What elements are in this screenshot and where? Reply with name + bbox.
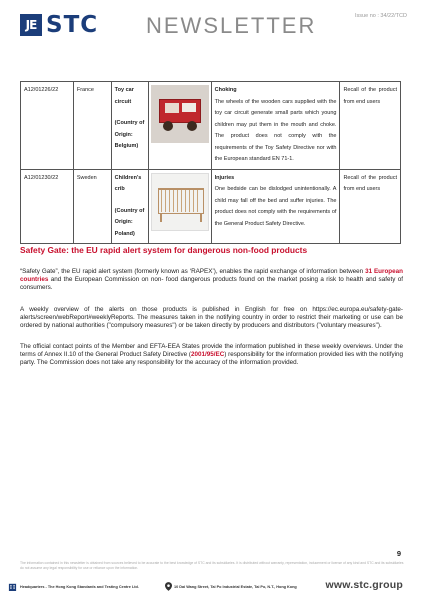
disclaimer: The information contained in this newsletter is obtained from sources believed to be accurate to the best knowledge of STC and its subsidiaries. It is distributed without warranty, representation, inducement or license of any kind and STC and its subsidiaries do not assume any legal responsibility for use or reliance upon the information. — [20, 561, 404, 570]
origin-value: Poland) — [114, 230, 135, 237]
website-link[interactable]: www.stc.group — [325, 579, 403, 591]
origin-label: (Country of Origin: — [114, 120, 145, 138]
newsletter-title: NEWSLETTER — [146, 13, 317, 38]
highlight-directive: 2001/95/EC — [191, 351, 225, 359]
table-cell-measure: Recall of the product from end users — [340, 82, 401, 170]
table-cell-photo — [148, 82, 211, 170]
page-number: 9 — [396, 549, 401, 558]
table-cell-risk — [211, 82, 340, 170]
issue-number: Issue no : 34/22/TCD — [355, 13, 407, 19]
risk-title: Injuries — [214, 174, 235, 181]
table-cell-country: France — [73, 82, 111, 170]
recall-table — [20, 81, 401, 244]
table-cell-measure: Recall of the product from end users — [340, 169, 401, 244]
footer — [0, 574, 425, 600]
table-cell-ref: A12/01226/22 — [21, 82, 74, 170]
footer-headquarters — [8, 582, 139, 591]
paragraph-text: ) responsibility for the information provided lies with the notifying party. The Commission does not take any responsibility for the accuracy of the information provided. — [20, 351, 404, 367]
risk-description: One bedside can be dislodged unintentionally. A child may fall off the bed and suffer injuries. The product does not comply with the requirements of the General Product Safety Directive. — [214, 186, 337, 227]
footer-address-text: 10 Dai Wang Street, Tai Po Industrial Estate, Tai Po, N.T., Hong Kong — [174, 584, 297, 589]
building-icon — [8, 582, 17, 591]
section-title: Safety Gate: the EU rapid alert system for dangerous non-food products — [20, 245, 308, 255]
logo-text: STC — [46, 12, 99, 38]
footer-address — [165, 582, 297, 591]
weekly-overview-paragraph: A weekly overview of the alerts on those products is published in English for free on https://ec.europa.eu/safety-gate-alerts/screen/webReport#weeklyReports. The measures taken in the notifying country in order to restrict their marketing or use can be ordered by national authorities ("compulsory measures") or be taken directly by producers and distributors ("voluntary measures"). — [20, 306, 403, 330]
table-cell-country: Sweden — [73, 169, 111, 244]
paragraph-text: The official contact points of the Member and EFTA-EEA States provide the information published in these weekly overviews. Under the terms of Annex II.10 of the General Product Safety Directive ( — [20, 343, 403, 359]
logo-mark: JE — [20, 14, 42, 36]
contact-points-paragraph — [20, 343, 403, 368]
risk-description: The wheels of the wooden cars supplied with the toy car circuit generate small parts which young children may put them in the mouth and choke. The product does not comply with the requirements of the Toy Safety Directive nor with the European standard EN 71-1. — [214, 98, 337, 162]
table-cell-product — [111, 82, 148, 170]
risk-title: Choking — [214, 87, 237, 93]
table-cell-product — [111, 169, 148, 244]
table-row — [21, 82, 401, 170]
table-row — [21, 169, 401, 244]
table-cell-ref: A12/01230/22 — [21, 169, 74, 244]
product-name: Toy car circuit — [114, 87, 134, 105]
footer-hq-text: Headquarters - The Hong Kong Standards and Testing Centre Ltd. — [20, 584, 139, 589]
product-name: Children's crib — [114, 174, 142, 192]
crib-photo — [151, 173, 209, 231]
origin-label: (Country of Origin: — [114, 207, 145, 225]
paragraph-text: and the European Commission on non- food dangerous products found on the market posing a risk to health and safety of consumers. — [20, 276, 403, 292]
location-pin-icon — [165, 582, 172, 591]
stc-logo — [20, 12, 98, 38]
table-cell-photo — [148, 169, 211, 244]
toy-car-photo — [151, 85, 209, 143]
highlight-countries: 31 European countries — [20, 268, 403, 284]
paragraph-text: “Safety Gate”, the EU rapid alert system (formerly known as ‘RAPEX’), enables the rapid exchange of information between — [20, 268, 366, 275]
table-cell-risk — [211, 169, 340, 244]
newsletter-header — [0, 0, 425, 46]
origin-value: Belgium) — [114, 143, 139, 149]
intro-paragraph — [20, 268, 403, 293]
